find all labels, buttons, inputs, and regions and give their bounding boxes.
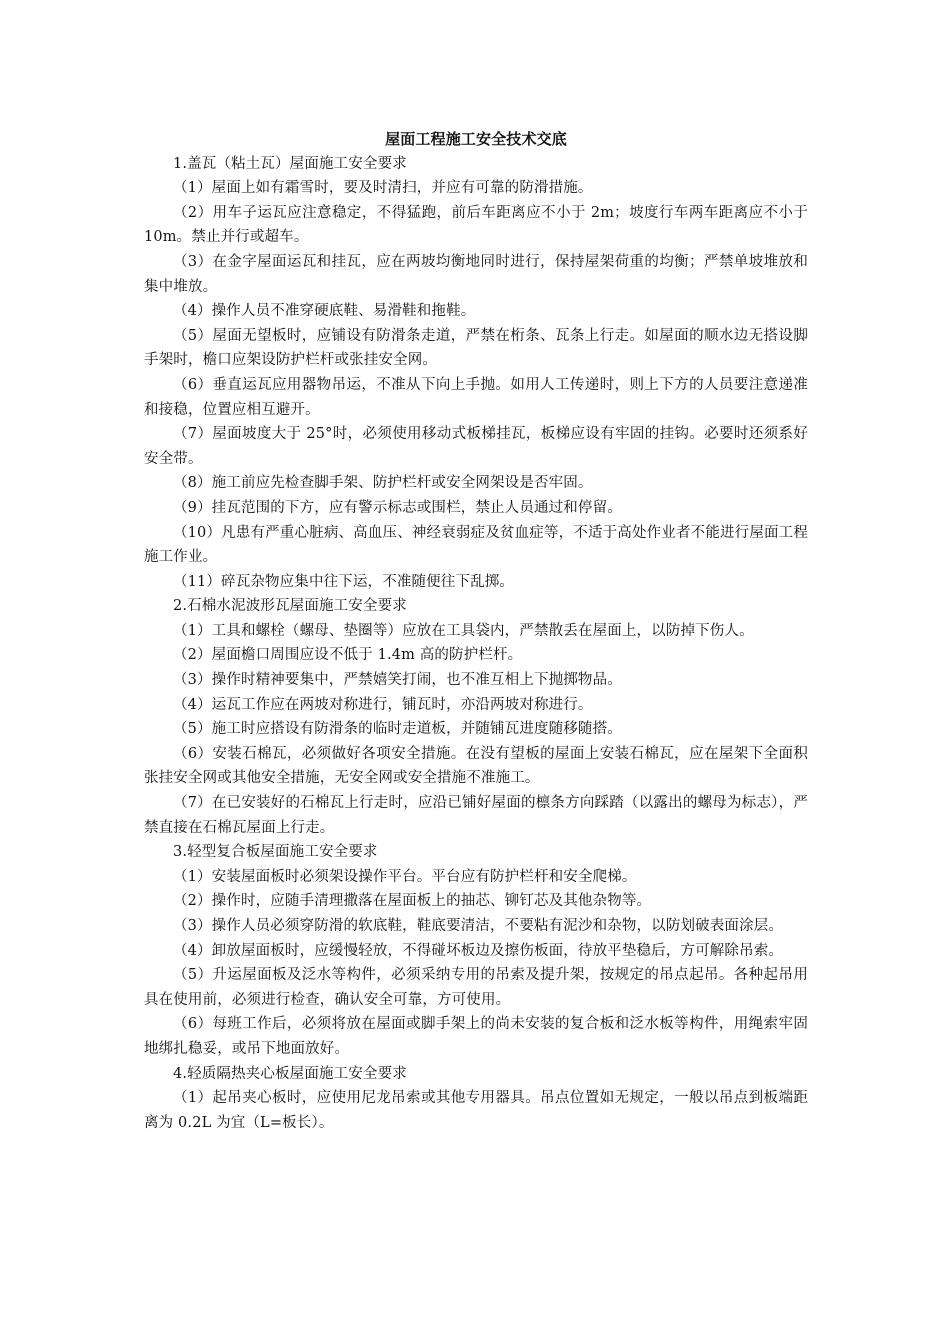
list-item: （7）在已安装好的石棉瓦上行走时，应沿已铺好屋面的檩条方向踩踏（以露出的螺母为标志），严禁直接在石棉瓦屋面上行走。 xyxy=(144,795,808,836)
list-item: （5）施工时应搭设有防滑条的临时走道板，并随铺瓦进度随移随搭。 xyxy=(173,721,622,738)
list-item: （4）运瓦工作应在两坡对称进行，铺瓦时，亦沿两坡对称进行。 xyxy=(173,696,593,713)
list-item: （1）屋面上如有霜雪时，要及时清扫，并应有可靠的防滑措施。 xyxy=(173,180,593,197)
list-item: （6）安装石棉瓦，必须做好各项安全措施。在没有望板的屋面上安装石棉瓦，应在屋架下全面积张挂安全网或其他安全措施，无安全网或安全措施不准施工。 xyxy=(144,745,808,787)
list-item: （4）操作人员不准穿硬底鞋、易滑鞋和拖鞋。 xyxy=(173,303,476,320)
list-item: （6）每班工作后，必须将放在屋面或脚手架上的尚未安装的复合板和泛水板等构件，用绳索牢固地绑扎稳妥，或吊下地面放好。 xyxy=(144,1016,808,1057)
list-item: （3）在金字屋面运瓦和挂瓦，应在两坡均衡地同时进行，保持屋架荷重的均衡；严禁单坡堆放和集中堆放。 xyxy=(144,253,808,295)
section-heading: 1.盖瓦（粘土瓦）屋面施工安全要求 xyxy=(173,155,407,172)
list-item: （2）操作时，应随手清理撒落在屋面板上的抽芯、铆钉芯及其他杂物等。 xyxy=(173,893,652,910)
list-item: （2）屋面檐口周围应设不低于 1.4m 高的防护栏杆。 xyxy=(173,647,523,664)
section-4 xyxy=(144,1062,808,1136)
list-item: （1）安装屋面板时必须架设操作平台。平台应有防护栏杆和安全爬梯。 xyxy=(173,868,637,885)
section-heading: 2.石棉水泥波形瓦屋面施工安全要求 xyxy=(173,598,407,615)
list-item: （6）垂直运瓦应用器物吊运，不准从下向上手抛。如用人工传递时，则上下方的人员要注意递准和接稳，位置应相互避开。 xyxy=(144,376,808,418)
list-item: （10）凡患有严重心脏病、高血压、神经衰弱症及贫血症等，不适于高处作业者不能进行屋面工程施工作业。 xyxy=(144,524,808,566)
list-item: （3）操作人员必须穿防滑的软底鞋，鞋底要清洁，不要粘有泥沙和杂物，以防划破表面涂层。 xyxy=(173,918,784,934)
list-item: （8）施工前应先检查脚手架、防护栏杆或安全网架设是否牢固。 xyxy=(173,475,593,492)
list-item: （1）工具和螺栓（螺母、垫圈等）应放在工具袋内，严禁散丢在屋面上，以防掉下伤人。 xyxy=(173,622,754,639)
list-item: （11）碎瓦杂物应集中往下运，不准随便往下乱掷。 xyxy=(173,573,515,590)
section-heading: 3.轻型复合板屋面施工安全要求 xyxy=(173,844,378,861)
document-title: 屋面工程施工安全技术交底 xyxy=(385,130,567,148)
list-item: （9）挂瓦范围的下方，应有警示标志或围栏，禁止人员通过和停留。 xyxy=(173,499,622,516)
document-page xyxy=(144,127,808,1135)
section-3 xyxy=(144,840,808,1061)
list-item: （4）卸放屋面板时，应缓慢轻放，不得碰坏板边及擦伤板面，待放平垫稳后，方可解除吊索。 xyxy=(173,942,784,959)
list-item: （5）屋面无望板时，应铺设有防滑条走道，严禁在桁条、瓦条上行走。如屋面的顺水边无搭设脚手架时，檐口应架设防护栏杆或张挂安全网。 xyxy=(144,327,808,369)
section-heading: 4.轻质隔热夹心板屋面施工安全要求 xyxy=(173,1065,407,1082)
list-item: （5）升运屋面板及泛水等构件，必须采纳专用的吊索及提升架，按规定的吊点起吊。各种起吊用具在使用前，必须进行检查，确认安全可靠，方可使用。 xyxy=(144,967,808,1008)
list-item: （1）起吊夹心板时，应使用尼龙吊索或其他专用器具。吊点位置如无规定，一般以吊点到板端距离为 0.2L 为宜（L=板长）。 xyxy=(144,1090,808,1131)
list-item: （2）用车子运瓦应注意稳定，不得猛跑，前后车距离应不小于 2m；坡度行车两车距离应不小于 10m。禁止并行或超车。 xyxy=(144,204,808,246)
section-1 xyxy=(144,152,808,595)
list-item: （3）操作时精神要集中，严禁嬉笑打闹，也不准互相上下抛掷物品。 xyxy=(173,672,622,689)
list-item: （7）屋面坡度大于 25°时，必须使用移动式板梯挂瓦，板梯应设有牢固的挂钩。必要时还须系好安全带。 xyxy=(144,426,808,467)
section-2 xyxy=(144,594,808,840)
